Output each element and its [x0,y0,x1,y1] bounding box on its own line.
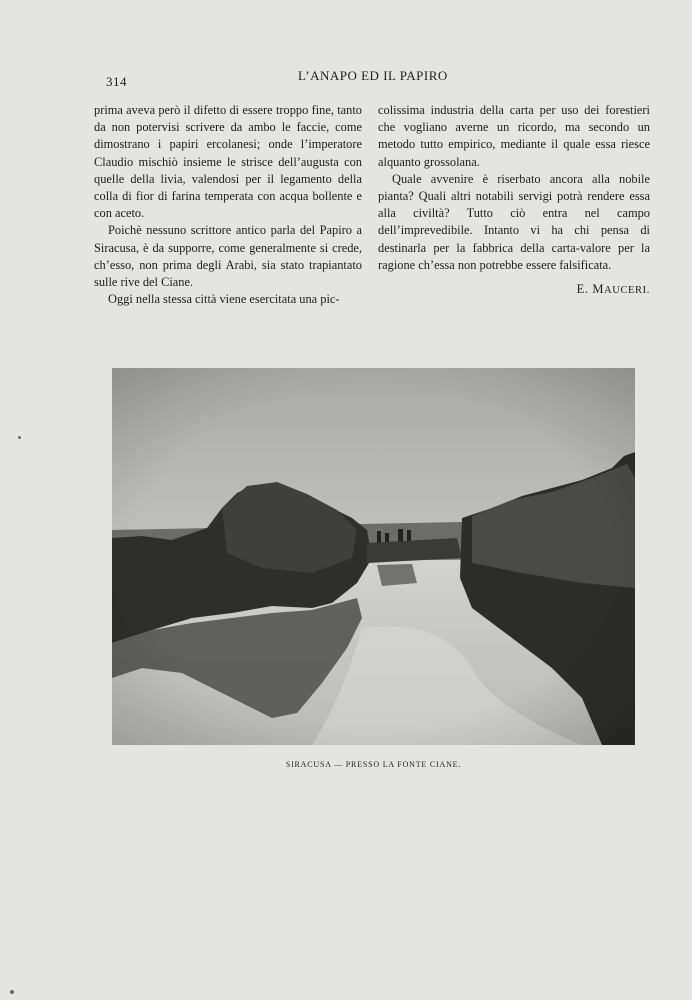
binding-hole [18,436,21,439]
river-photograph [112,368,635,745]
right-column [378,102,650,299]
signature-surname-rest: AUCERI. [604,285,650,297]
binding-hole [10,990,14,994]
paragraph: Quale avvenire è riserbato ancora alla nobile pianta? Quali altri notabili servigi potrà rendere essa alla civiltà? Tutto ciò entra nel campo dell’imprevedibile. Intanto vi ha chi pensa di destinarla per la fabbrica della carta-valore per la ragione ch’essa non potrebbe essere falsificata. [378,171,650,272]
left-column [94,102,362,308]
paragraph: Oggi nella stessa città viene esercitata una pic- [108,292,340,307]
paragraph: Poichè nessuno scrittore antico parla del Papiro a Siracusa, è da supporre, come generalmente si crede, ch’esso, non prima degli Arabi, sia stato trapiantato sulle rive del Ciane. [94,223,362,290]
figure-caption: SIRACUSA — PRESSO LA FONTE CIANE. [285,760,462,769]
signature-initial: E. [576,282,589,297]
paragraph: prima aveva però il difetto di essere troppo fine, tanto da non potervisi scrivere da ambo le faccie, come dimostrano i papiri ercolanesi; onde l’imperatore Claudio mischiò insieme le strisce dell’augusta con quelle della livia, valendosi per il legamento della colla di fior di farina temperata con acqua bollente e con aceto. [94,103,362,221]
signature-surname-initial: M [592,282,605,297]
running-title: L’ANAPO ED IL PAPIRO [298,68,448,83]
page-number: 314 [106,74,127,89]
author-signature [378,281,650,299]
paragraph: colissima industria della carta per uso dei forestieri che vogliano averne un ricordo, ma secondo un metodo tutto empirico, mediante il quale essa riesce alquanto grossolana. [378,103,650,169]
